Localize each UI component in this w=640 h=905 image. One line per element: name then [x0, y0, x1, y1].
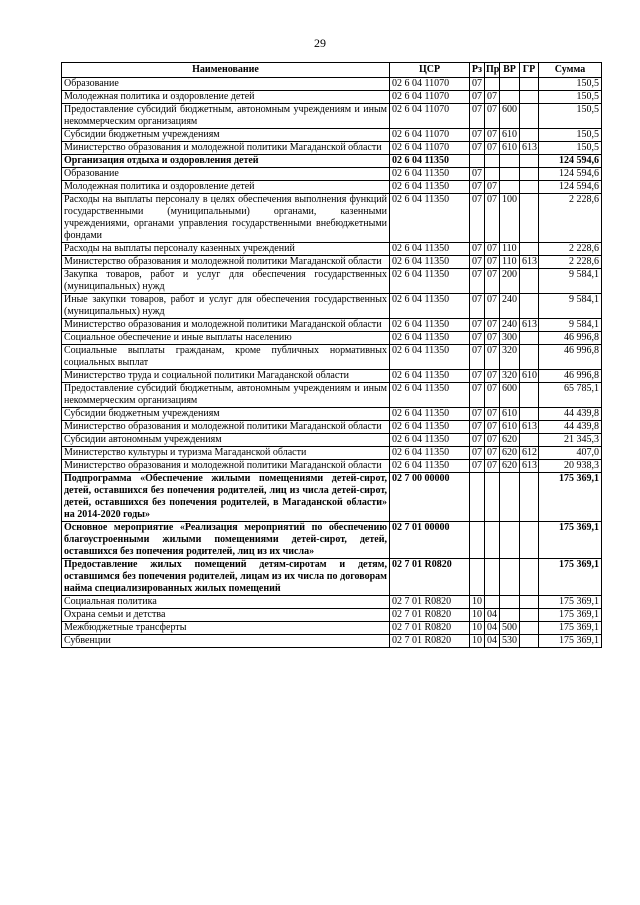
cell-sum: 175 369,1 [539, 622, 602, 635]
cell-csr: 02 6 04 11350 [390, 168, 470, 181]
table-row [62, 104, 602, 129]
cell-sum: 175 369,1 [539, 559, 602, 596]
cell-rz: 07 [470, 319, 485, 332]
cell-rz: 07 [470, 168, 485, 181]
cell-sum: 124 594,6 [539, 181, 602, 194]
cell-rz: 07 [470, 383, 485, 408]
cell-sum: 150,5 [539, 104, 602, 129]
cell-pr [485, 155, 500, 168]
table-row [62, 91, 602, 104]
cell-sum: 2 228,6 [539, 243, 602, 256]
cell-csr: 02 6 04 11350 [390, 269, 470, 294]
cell-gr [520, 596, 539, 609]
table-row [62, 596, 602, 609]
cell-csr: 02 6 04 11350 [390, 155, 470, 168]
cell-name: Предоставление субсидий бюджетным, автономным учреждениям и иным некоммерческим организациям [62, 104, 390, 129]
page-number: 29 [314, 36, 326, 50]
cell-rz: 07 [470, 447, 485, 460]
cell-vr: 500 [500, 622, 520, 635]
cell-name: Министерство труда и социальной политики Магаданской области [62, 370, 390, 383]
cell-csr: 02 7 01 R0820 [390, 559, 470, 596]
table-row [62, 294, 602, 319]
table-row [62, 319, 602, 332]
cell-vr: 610 [500, 408, 520, 421]
cell-vr: 530 [500, 635, 520, 648]
cell-vr: 600 [500, 104, 520, 129]
cell-csr: 02 6 04 11350 [390, 243, 470, 256]
cell-gr [520, 269, 539, 294]
cell-csr: 02 6 04 11350 [390, 421, 470, 434]
cell-csr: 02 7 01 R0820 [390, 622, 470, 635]
cell-sum: 150,5 [539, 142, 602, 155]
cell-name: Субсидии бюджетным учреждениям [62, 129, 390, 142]
cell-gr [520, 129, 539, 142]
cell-gr: 613 [520, 460, 539, 473]
cell-gr [520, 609, 539, 622]
table-row [62, 434, 602, 447]
cell-pr: 07 [485, 181, 500, 194]
cell-pr [485, 522, 500, 559]
cell-sum: 46 996,8 [539, 345, 602, 370]
cell-name: Основное мероприятие «Реализация мероприятий по обеспечению благоустроенными жилыми помещениями детей-сирот, детей, оставшихся без попечения родителей, лиц из их числа» [62, 522, 390, 559]
cell-csr: 02 7 01 R0820 [390, 609, 470, 622]
cell-pr: 07 [485, 294, 500, 319]
cell-vr: 600 [500, 383, 520, 408]
cell-name: Министерство образования и молодежной политики Магаданской области [62, 460, 390, 473]
cell-name: Министерство культуры и туризма Магаданской области [62, 447, 390, 460]
cell-sum: 21 345,3 [539, 434, 602, 447]
cell-vr [500, 473, 520, 522]
cell-sum: 175 369,1 [539, 473, 602, 522]
cell-vr [500, 181, 520, 194]
cell-pr: 07 [485, 408, 500, 421]
table-header-row [62, 63, 602, 78]
cell-vr [500, 609, 520, 622]
cell-sum: 175 369,1 [539, 522, 602, 559]
table-row [62, 622, 602, 635]
cell-pr: 04 [485, 635, 500, 648]
cell-csr: 02 6 04 11070 [390, 104, 470, 129]
budget-table [61, 62, 602, 648]
cell-gr [520, 434, 539, 447]
cell-gr [520, 345, 539, 370]
cell-sum: 124 594,6 [539, 168, 602, 181]
cell-pr: 07 [485, 319, 500, 332]
cell-rz: 07 [470, 181, 485, 194]
cell-rz: 07 [470, 243, 485, 256]
table-row [62, 383, 602, 408]
cell-pr: 04 [485, 609, 500, 622]
cell-vr [500, 559, 520, 596]
cell-name: Субсидии автономным учреждениям [62, 434, 390, 447]
table-row [62, 635, 602, 648]
table-row [62, 256, 602, 269]
cell-vr: 100 [500, 194, 520, 243]
cell-vr: 610 [500, 129, 520, 142]
cell-vr: 200 [500, 269, 520, 294]
header-rz: Рз [470, 63, 485, 78]
cell-vr [500, 522, 520, 559]
cell-pr: 07 [485, 421, 500, 434]
table-row [62, 332, 602, 345]
cell-csr: 02 6 04 11070 [390, 142, 470, 155]
cell-name: Молодежная политика и оздоровление детей [62, 91, 390, 104]
header-vr: ВР [500, 63, 520, 78]
cell-name: Министерство образования и молодежной политики Магаданской области [62, 142, 390, 155]
table-row [62, 473, 602, 522]
table-row [62, 460, 602, 473]
cell-gr: 613 [520, 142, 539, 155]
cell-sum: 175 369,1 [539, 635, 602, 648]
cell-vr [500, 155, 520, 168]
cell-gr [520, 243, 539, 256]
cell-vr: 240 [500, 294, 520, 319]
cell-csr: 02 6 04 11350 [390, 256, 470, 269]
cell-pr [485, 78, 500, 91]
table-row [62, 559, 602, 596]
table-row [62, 522, 602, 559]
cell-gr [520, 473, 539, 522]
cell-rz [470, 473, 485, 522]
cell-rz: 07 [470, 345, 485, 370]
cell-rz: 07 [470, 434, 485, 447]
cell-sum: 44 439,8 [539, 408, 602, 421]
cell-name: Социальное обеспечение и иные выплаты населению [62, 332, 390, 345]
cell-gr [520, 522, 539, 559]
cell-rz: 07 [470, 194, 485, 243]
cell-rz [470, 559, 485, 596]
cell-sum: 2 228,6 [539, 194, 602, 243]
cell-vr: 240 [500, 319, 520, 332]
cell-vr: 610 [500, 421, 520, 434]
cell-pr [485, 596, 500, 609]
cell-name: Социальные выплаты гражданам, кроме публичных нормативных социальных выплат [62, 345, 390, 370]
cell-csr: 02 6 04 11350 [390, 434, 470, 447]
cell-sum: 46 996,8 [539, 332, 602, 345]
header-pr: Пр [485, 63, 500, 78]
cell-sum: 2 228,6 [539, 256, 602, 269]
cell-csr: 02 6 04 11350 [390, 345, 470, 370]
cell-gr: 613 [520, 319, 539, 332]
cell-csr: 02 6 04 11350 [390, 194, 470, 243]
cell-gr [520, 635, 539, 648]
header-sum: Сумма [539, 63, 602, 78]
table-row [62, 609, 602, 622]
cell-vr: 620 [500, 447, 520, 460]
cell-name: Охрана семьи и детства [62, 609, 390, 622]
cell-sum: 9 584,1 [539, 319, 602, 332]
cell-rz: 07 [470, 460, 485, 473]
cell-rz: 07 [470, 370, 485, 383]
table-row [62, 269, 602, 294]
cell-vr: 620 [500, 434, 520, 447]
cell-sum: 150,5 [539, 91, 602, 104]
cell-vr: 300 [500, 332, 520, 345]
cell-vr: 110 [500, 256, 520, 269]
cell-pr: 07 [485, 434, 500, 447]
cell-name: Министерство образования и молодежной политики Магаданской области [62, 421, 390, 434]
cell-name: Молодежная политика и оздоровление детей [62, 181, 390, 194]
cell-name: Министерство образования и молодежной политики Магаданской области [62, 319, 390, 332]
table-row [62, 194, 602, 243]
cell-vr: 320 [500, 370, 520, 383]
cell-gr [520, 91, 539, 104]
table-row [62, 370, 602, 383]
cell-vr: 610 [500, 142, 520, 155]
cell-name: Социальная политика [62, 596, 390, 609]
cell-rz: 07 [470, 78, 485, 91]
cell-csr: 02 6 04 11350 [390, 383, 470, 408]
cell-name: Подпрограмма «Обеспечение жилыми помещениями детей-сирот, детей, оставшихся без попечения родителей, лиц из числа детей-сирот, детей, оставшихся без попечения родителей, в Магаданской области» на 2014-2020 годы» [62, 473, 390, 522]
cell-gr [520, 181, 539, 194]
cell-name: Образование [62, 168, 390, 181]
cell-sum: 9 584,1 [539, 294, 602, 319]
cell-name: Организация отдыха и оздоровления детей [62, 155, 390, 168]
cell-rz: 07 [470, 256, 485, 269]
cell-pr: 07 [485, 129, 500, 142]
cell-name: Расходы на выплаты персоналу казенных учреждений [62, 243, 390, 256]
cell-csr: 02 7 01 00000 [390, 522, 470, 559]
header-csr: ЦСР [390, 63, 470, 78]
cell-pr: 07 [485, 370, 500, 383]
table-row [62, 129, 602, 142]
table-row [62, 78, 602, 91]
cell-gr: 610 [520, 370, 539, 383]
cell-name: Субвенции [62, 635, 390, 648]
cell-rz: 07 [470, 269, 485, 294]
cell-gr [520, 332, 539, 345]
cell-gr: 613 [520, 256, 539, 269]
cell-rz [470, 155, 485, 168]
cell-gr [520, 168, 539, 181]
cell-pr: 07 [485, 332, 500, 345]
cell-sum: 150,5 [539, 129, 602, 142]
table-row [62, 447, 602, 460]
cell-csr: 02 7 01 R0820 [390, 635, 470, 648]
cell-pr: 07 [485, 142, 500, 155]
cell-rz: 07 [470, 408, 485, 421]
cell-pr: 07 [485, 104, 500, 129]
cell-sum: 407,0 [539, 447, 602, 460]
cell-csr: 02 6 04 11350 [390, 332, 470, 345]
cell-sum: 9 584,1 [539, 269, 602, 294]
cell-vr [500, 78, 520, 91]
cell-sum: 46 996,8 [539, 370, 602, 383]
cell-sum: 20 938,3 [539, 460, 602, 473]
table-row [62, 243, 602, 256]
cell-pr: 07 [485, 256, 500, 269]
cell-name: Межбюджетные трансферты [62, 622, 390, 635]
cell-csr: 02 6 04 11070 [390, 91, 470, 104]
cell-csr: 02 6 04 11350 [390, 447, 470, 460]
cell-gr [520, 383, 539, 408]
table-row [62, 142, 602, 155]
cell-sum: 124 594,6 [539, 155, 602, 168]
cell-vr [500, 91, 520, 104]
cell-csr: 02 6 04 11070 [390, 78, 470, 91]
header-gr: ГР [520, 63, 539, 78]
cell-rz: 07 [470, 91, 485, 104]
cell-gr [520, 155, 539, 168]
cell-csr: 02 6 04 11350 [390, 319, 470, 332]
cell-csr: 02 6 04 11350 [390, 370, 470, 383]
table-row [62, 181, 602, 194]
cell-rz: 10 [470, 622, 485, 635]
table-row [62, 345, 602, 370]
cell-vr: 110 [500, 243, 520, 256]
table-row [62, 155, 602, 168]
cell-name: Расходы на выплаты персоналу в целях обеспечения выполнения функций государственными (муниципальными) органами, казенными учреждениями, органами управления государственными внебюджетными фондами [62, 194, 390, 243]
cell-name: Предоставление жилых помещений детям-сиротам и детям, оставшимся без попечения родителей, лицам из их числа по договорам найма специализированных жилых помещений [62, 559, 390, 596]
cell-rz: 10 [470, 596, 485, 609]
cell-sum: 175 369,1 [539, 609, 602, 622]
table-row [62, 421, 602, 434]
cell-sum: 175 369,1 [539, 596, 602, 609]
cell-vr: 320 [500, 345, 520, 370]
cell-pr: 07 [485, 243, 500, 256]
cell-pr [485, 168, 500, 181]
cell-vr [500, 596, 520, 609]
cell-sum: 44 439,8 [539, 421, 602, 434]
cell-gr [520, 622, 539, 635]
cell-csr: 02 6 04 11350 [390, 181, 470, 194]
table-row [62, 168, 602, 181]
cell-name: Иные закупки товаров, работ и услуг для обеспечения государственных (муниципальных) нужд [62, 294, 390, 319]
cell-pr: 07 [485, 460, 500, 473]
cell-sum: 150,5 [539, 78, 602, 91]
cell-gr [520, 294, 539, 319]
cell-csr: 02 6 04 11350 [390, 460, 470, 473]
cell-pr: 07 [485, 345, 500, 370]
cell-gr: 613 [520, 421, 539, 434]
cell-csr: 02 6 04 11070 [390, 129, 470, 142]
cell-csr: 02 7 01 R0820 [390, 596, 470, 609]
cell-gr: 612 [520, 447, 539, 460]
cell-rz [470, 522, 485, 559]
cell-gr [520, 559, 539, 596]
cell-pr: 07 [485, 91, 500, 104]
header-name: Наименование [62, 63, 390, 78]
cell-name: Предоставление субсидий бюджетным, автономным учреждениям и иным некоммерческим организациям [62, 383, 390, 408]
cell-rz: 07 [470, 332, 485, 345]
cell-pr [485, 473, 500, 522]
cell-rz: 07 [470, 421, 485, 434]
cell-name: Закупка товаров, работ и услуг для обеспечения государственных (муниципальных) нужд [62, 269, 390, 294]
cell-rz: 07 [470, 294, 485, 319]
cell-gr [520, 78, 539, 91]
cell-vr: 620 [500, 460, 520, 473]
cell-name: Субсидии бюджетным учреждениям [62, 408, 390, 421]
cell-gr [520, 408, 539, 421]
cell-sum: 65 785,1 [539, 383, 602, 408]
cell-name: Министерство образования и молодежной политики Магаданской области [62, 256, 390, 269]
cell-pr: 07 [485, 447, 500, 460]
cell-csr: 02 6 04 11350 [390, 408, 470, 421]
table-row [62, 408, 602, 421]
cell-gr [520, 194, 539, 243]
cell-rz: 07 [470, 104, 485, 129]
cell-rz: 07 [470, 129, 485, 142]
cell-vr [500, 168, 520, 181]
cell-pr: 07 [485, 194, 500, 243]
cell-name: Образование [62, 78, 390, 91]
cell-pr [485, 559, 500, 596]
cell-pr: 04 [485, 622, 500, 635]
cell-pr: 07 [485, 269, 500, 294]
cell-rz: 07 [470, 142, 485, 155]
cell-gr [520, 104, 539, 129]
cell-rz: 10 [470, 609, 485, 622]
cell-csr: 02 6 04 11350 [390, 294, 470, 319]
cell-pr: 07 [485, 383, 500, 408]
cell-rz: 10 [470, 635, 485, 648]
cell-csr: 02 7 00 00000 [390, 473, 470, 522]
